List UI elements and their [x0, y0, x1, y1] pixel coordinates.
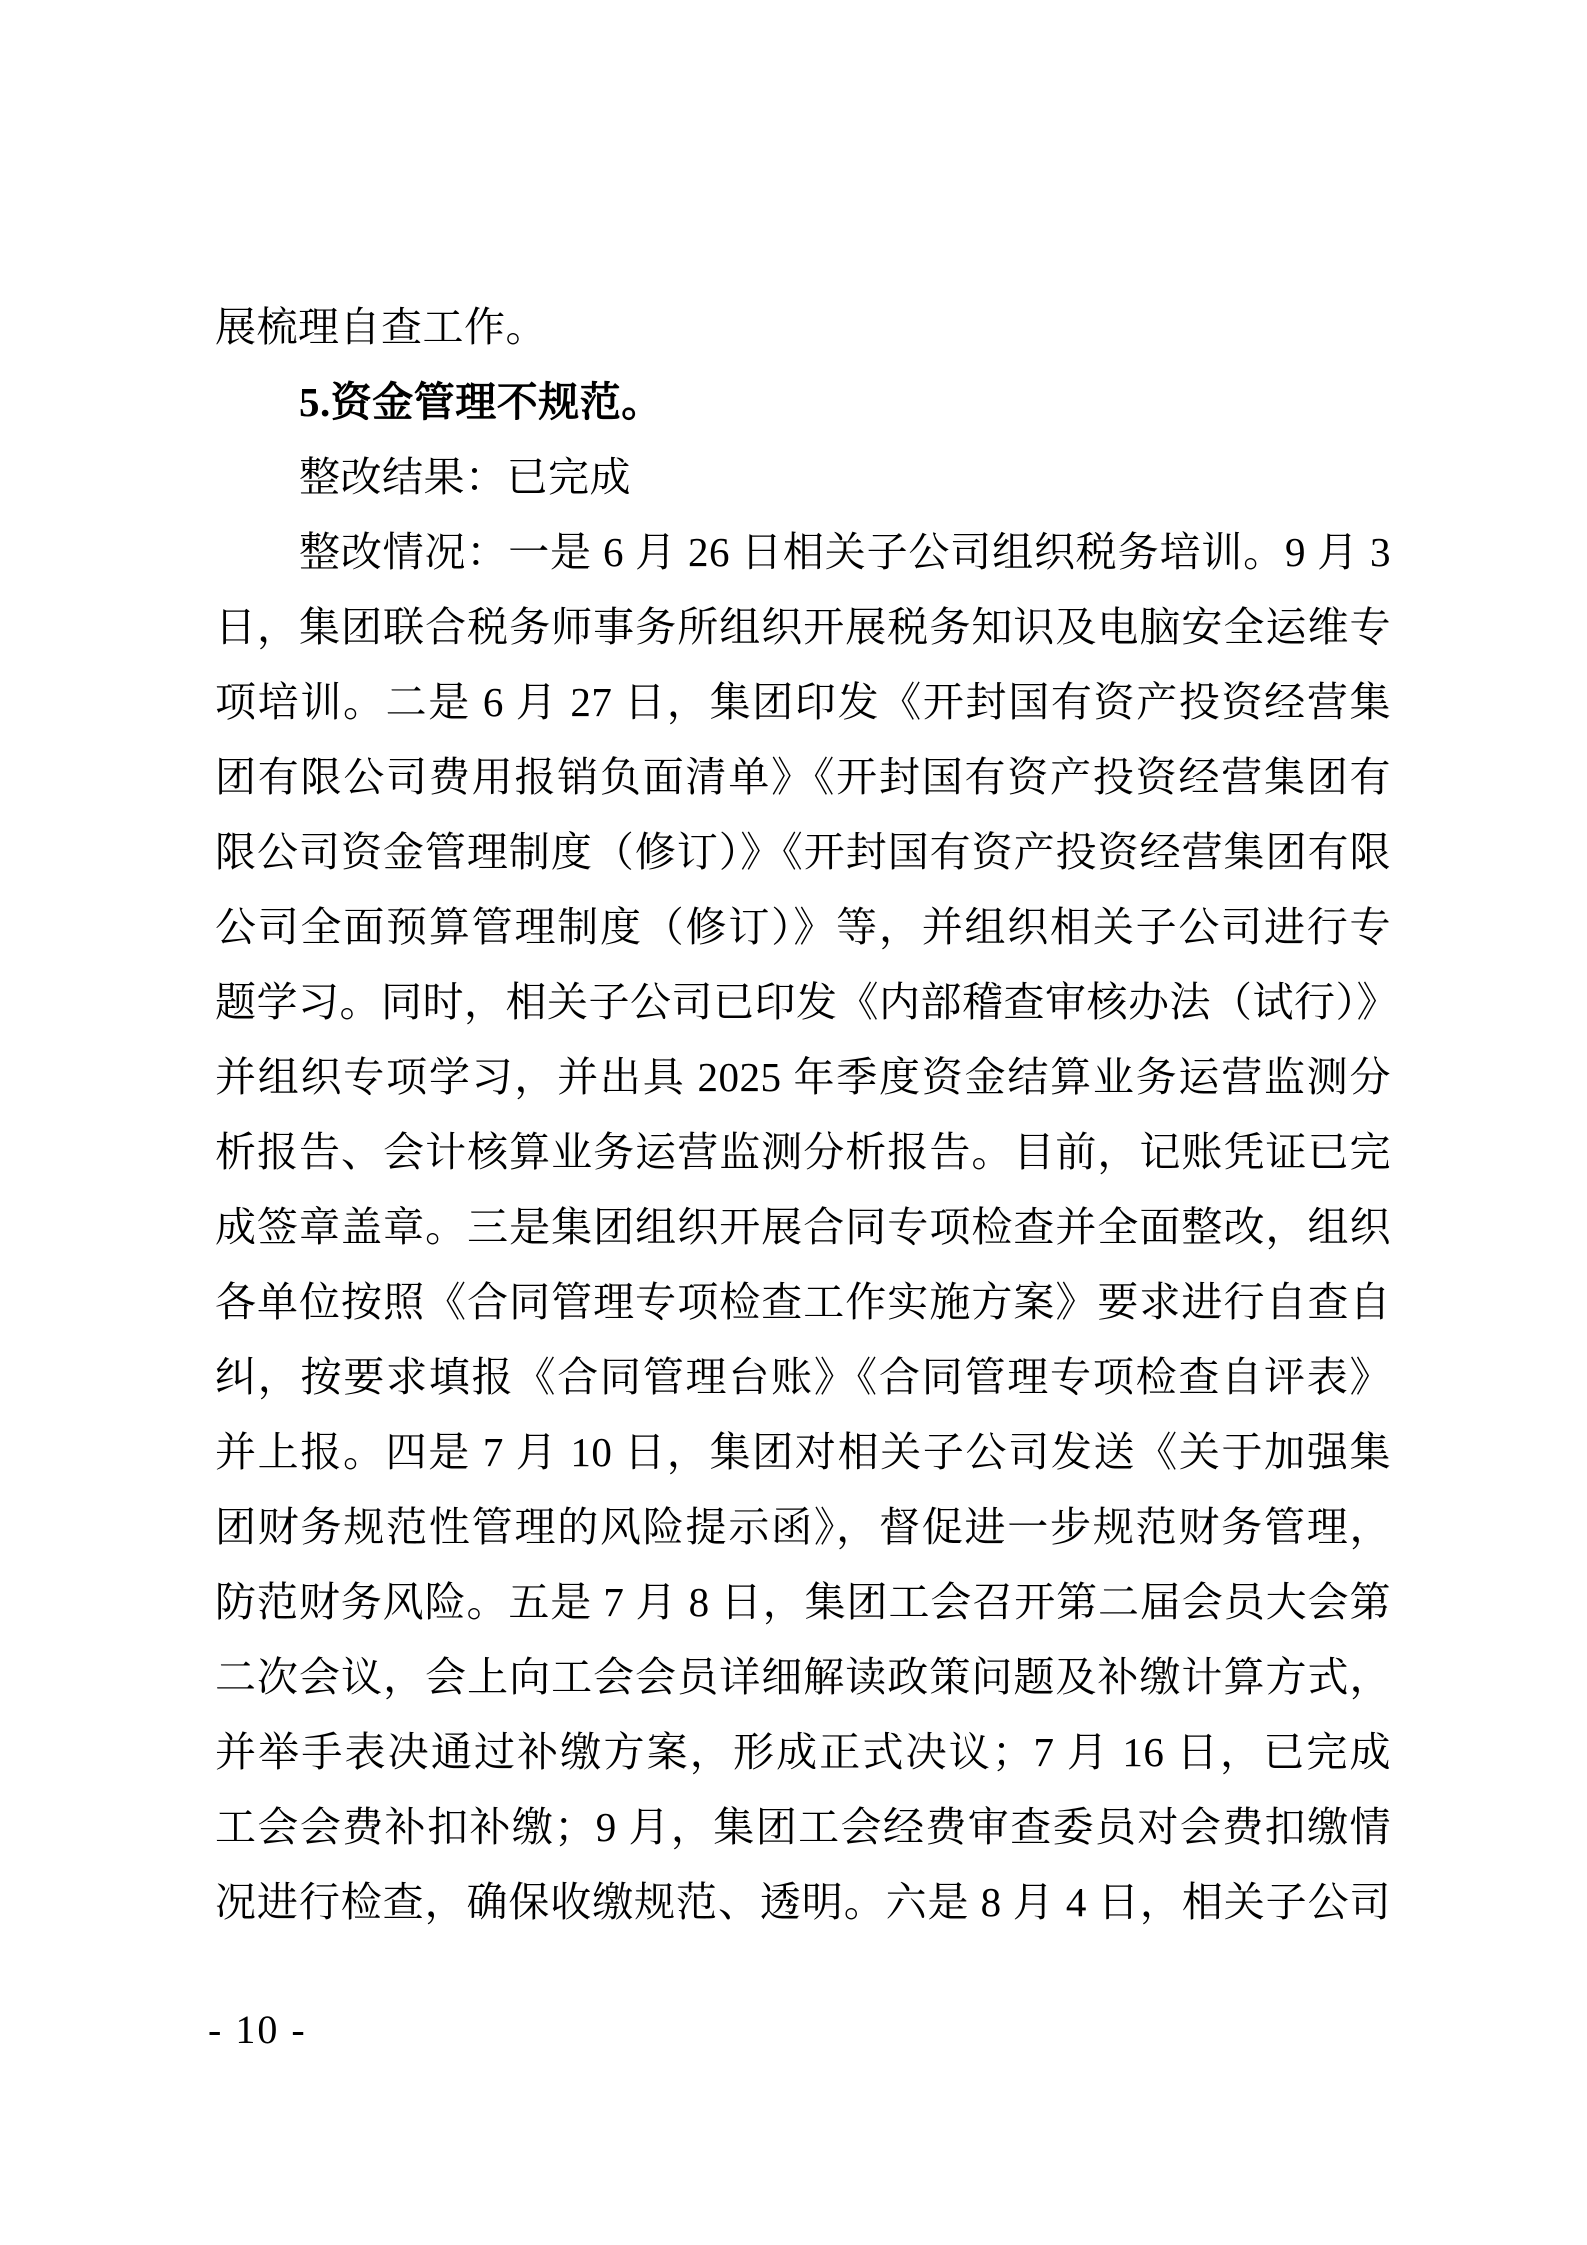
- body-line: 团有限公司费用报销负面清单》《开封国有资产投资经营集团有: [215, 754, 1391, 800]
- body-line: 况进行检查，确保收缴规范、透明。六是 8 月 4 日，相关子公司: [215, 1879, 1391, 1925]
- body-line: 团财务规范性管理的风险提示函》，督促进一步规范财务管理，: [215, 1504, 1391, 1550]
- page-number: - 10 -: [208, 2007, 307, 2052]
- body-line: 二次会议，会上向工会会员详细解读政策问题及补缴计算方式，: [215, 1654, 1391, 1700]
- body-line: 限公司资金管理制度（修订）》《开封国有资产投资经营集团有限: [215, 829, 1391, 875]
- body-line: 并举手表决通过补缴方案，形成正式决议；7 月 16 日，已完成: [215, 1729, 1391, 1775]
- body-line: 并组织专项学习，并出具 2025 年季度资金结算业务运营监测分: [215, 1054, 1391, 1100]
- body-line: 日，集团联合税务师事务所组织开展税务知识及电脑安全运维专: [215, 604, 1391, 650]
- document-body: [215, 290, 1398, 1940]
- paragraph-continuation-line: 展梳理自查工作。: [215, 304, 547, 350]
- body-line: 析报告、会计核算业务运营监测分析报告。目前，记账凭证已完: [215, 1129, 1391, 1175]
- body-line: 各单位按照《合同管理专项检查工作实施方案》要求进行自查自: [215, 1279, 1391, 1325]
- body-line: 防范财务风险。五是 7 月 8 日，集团工会召开第二届会员大会第: [215, 1579, 1391, 1625]
- body-line: 纠，按要求填报《合同管理台账》《合同管理专项检查自评表》: [215, 1354, 1391, 1400]
- body-line: 题学习。同时，相关子公司已印发《内部稽查审核办法（试行）》: [215, 979, 1398, 1025]
- body-line: 公司全面预算管理制度（修订）》等，并组织相关子公司进行专: [215, 904, 1391, 950]
- body-line: 项培训。二是 6 月 27 日，集团印发《开封国有资产投资经营集: [215, 679, 1391, 725]
- body-line: 成签章盖章。三是集团组织开展合同专项检查并全面整改，组织: [215, 1204, 1391, 1250]
- rectification-result-line: 整改结果：已完成: [299, 454, 631, 500]
- issue-heading: 5.资金管理不规范。: [299, 379, 663, 425]
- body-line: 工会会费补扣补缴；9 月，集团工会经费审查委员对会费扣缴情: [215, 1804, 1391, 1850]
- body-line: 整改情况：一是 6 月 26 日相关子公司组织税务培训。9 月 3: [299, 529, 1391, 575]
- body-line: 并上报。四是 7 月 10 日，集团对相关子公司发送《关于加强集: [215, 1429, 1391, 1475]
